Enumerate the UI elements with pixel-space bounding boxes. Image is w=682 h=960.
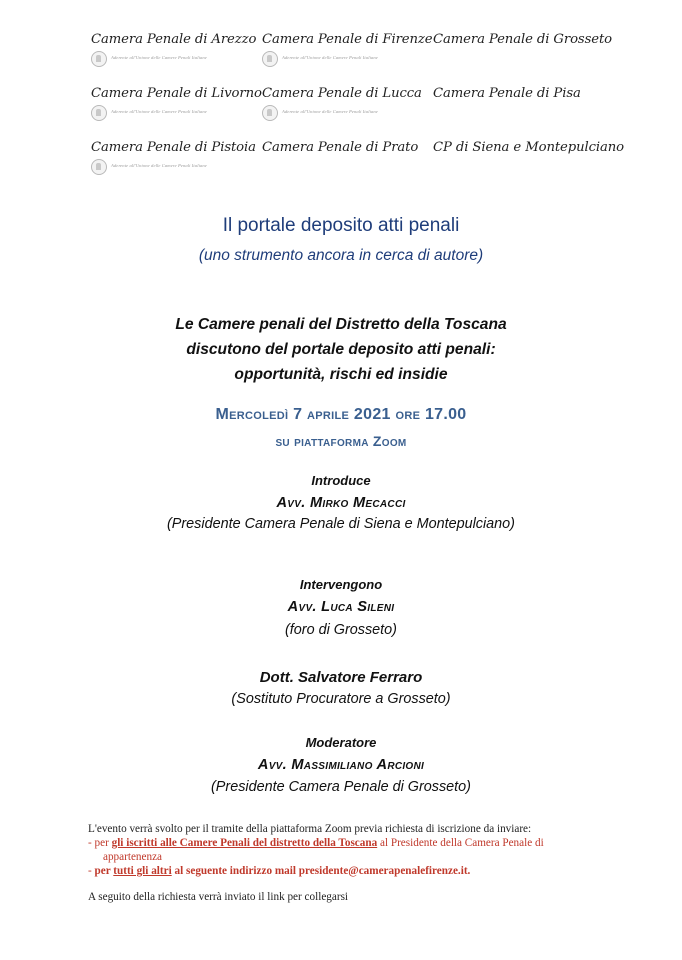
speaker-1-name: Avv. Luca Sileni (287, 599, 395, 615)
others-link[interactable]: tutti gli altri (113, 865, 172, 877)
chamber-name: Camera Penale di Livorno (91, 86, 262, 101)
footer-dash: - (88, 865, 95, 877)
chamber-name: Camera Penale di Pisa (433, 86, 581, 101)
speaker-2-affiliation: (Sostituto Procuratore a Grosseto) (231, 691, 451, 707)
chamber-siena (433, 140, 624, 186)
lead-line-3: opportunità, rischi ed insidie (234, 366, 448, 383)
chamber-prato (262, 140, 427, 186)
introducer-name: Avv. Mirko Mecacci (276, 495, 406, 511)
chamber-name: Camera Penale di Prato (262, 140, 419, 155)
footer-text: al Presidente della Camera Penale di (377, 837, 544, 849)
chamber-pisa (433, 86, 598, 132)
moderator-affiliation: (Presidente Camera Penale di Grosseto) (211, 779, 471, 795)
footer-note: A seguito della richiesta verrà inviato il link per collegarsi (88, 891, 349, 903)
footer-item-members-cont: appartenenza (103, 851, 163, 863)
chamber-tagline: Aderente all'Unione delle Camere Penali Italiane (111, 55, 207, 60)
introducer-affiliation: (Presidente Camera Penale di Siena e Montepulciano) (167, 516, 515, 532)
event-platform: su piattaforma Zoom (275, 433, 407, 449)
page-title: Il portale deposito atti penali (222, 215, 460, 236)
seal-icon (91, 51, 107, 67)
seal-icon (91, 159, 107, 175)
speaker-1-affiliation: (foro di Grosseto) (285, 622, 397, 638)
footer-text: al seguente indirizzo mail (171, 865, 299, 877)
chamber-arezzo (91, 32, 256, 78)
speakers-label: Intervengono (299, 577, 383, 592)
chamber-name: Camera Penale di Grosseto (433, 32, 612, 47)
footer-period: . (467, 865, 471, 877)
chamber-tagline: Aderente all'Unione delle Camere Penali Italiane (111, 109, 207, 114)
lead-line-2: discutono del portale deposito atti penali: (186, 341, 496, 358)
email-link[interactable]: presidente@camerapenalefirenze.it (298, 865, 468, 877)
footer-dash: - per (88, 837, 112, 849)
seal-icon (262, 51, 278, 67)
event-date: Mercoledì 7 aprile 2021 ore 17.00 (215, 406, 467, 423)
chamber-name: Camera Penale di Lucca (262, 86, 422, 101)
chamber-name: CP di Siena e Montepulciano (433, 140, 624, 155)
footer-item-others (88, 865, 470, 877)
introduce-label: Introduce (311, 473, 371, 488)
seal-icon (91, 105, 107, 121)
chamber-firenze (262, 32, 433, 78)
seal-icon (262, 105, 278, 121)
chamber-lucca (262, 86, 427, 132)
chamber-pistoia (91, 140, 256, 186)
footer-per: per (94, 865, 114, 877)
moderator-name: Avv. Massimiliano Arcioni (257, 757, 425, 773)
footer-intro: L'evento verrà svolto per il tramite della piattaforma Zoom previa richiesta di iscrizione da inviare: (88, 823, 532, 835)
chamber-livorno (91, 86, 262, 132)
chamber-name: Camera Penale di Pistoia (91, 140, 256, 155)
chamber-name: Camera Penale di Firenze (262, 32, 433, 47)
chamber-grosseto (433, 32, 612, 78)
lead-line-1: Le Camere penali del Distretto della Toscana (175, 316, 507, 333)
members-link[interactable]: gli iscritti alle Camere Penali del distretto della Toscana (111, 837, 378, 849)
speaker-2-name: Dott. Salvatore Ferraro (259, 669, 423, 686)
chamber-name: Camera Penale di Arezzo (91, 32, 257, 47)
page-subtitle: (uno strumento ancora in cerca di autore) (198, 247, 484, 264)
chamber-tagline: Aderente all'Unione delle Camere Penali Italiane (282, 55, 378, 60)
moderator-label: Moderatore (305, 735, 377, 750)
chamber-tagline: Aderente all'Unione delle Camere Penali Italiane (282, 109, 378, 114)
chamber-tagline: Aderente all'Unione delle Camere Penali Italiane (111, 163, 207, 168)
footer-item-members (88, 837, 544, 849)
